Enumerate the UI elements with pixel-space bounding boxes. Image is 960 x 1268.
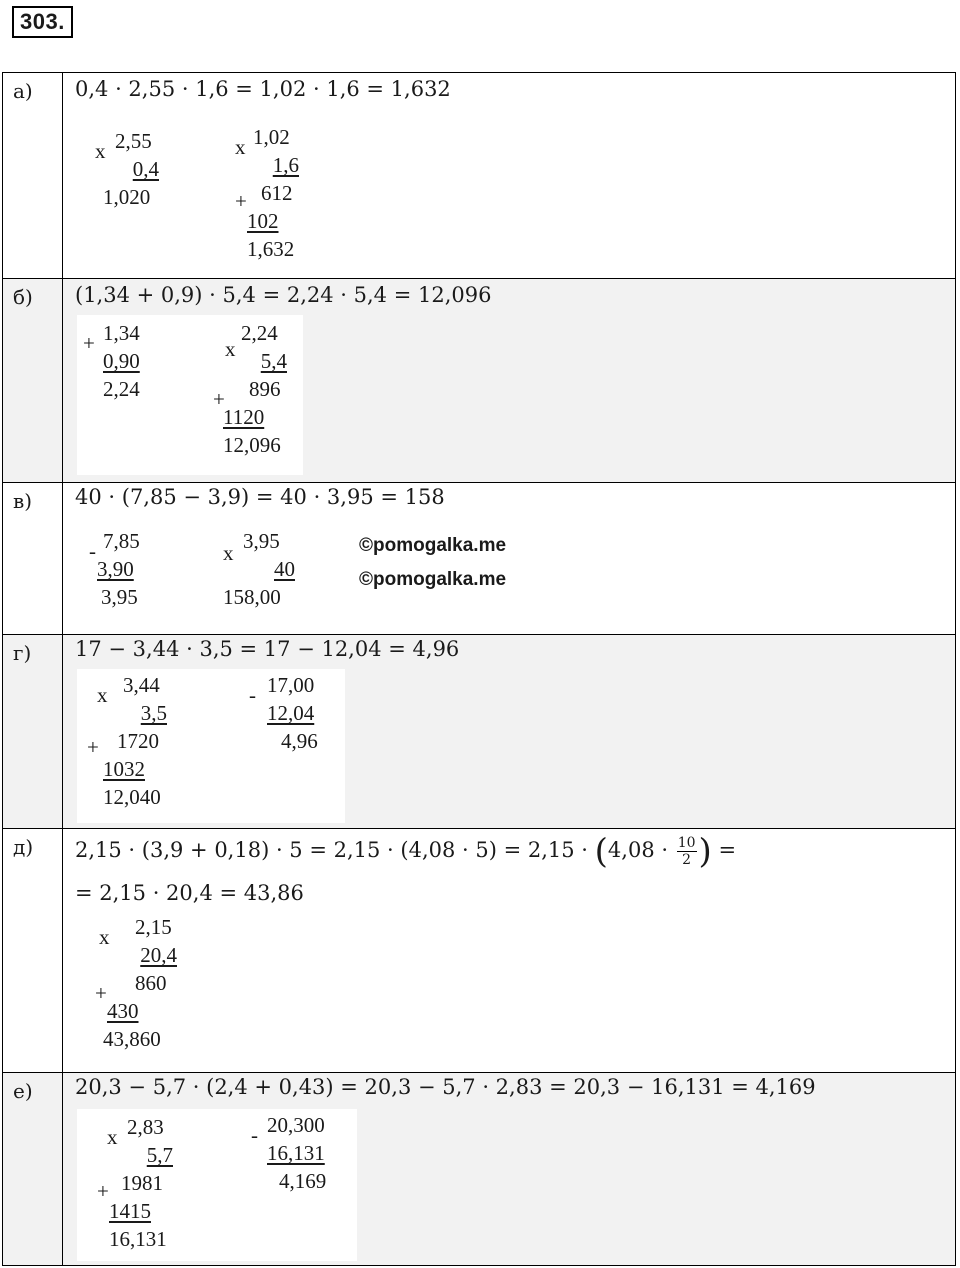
calc-line: 16,131 (267, 1141, 325, 1165)
calc-line: 0,4 (132, 157, 159, 181)
calc-line: 5,7 (146, 1143, 173, 1167)
row-equation (75, 831, 737, 872)
calc-line: 1,6 (272, 153, 299, 177)
calc-line: 102 (247, 209, 279, 233)
calc-line: 2,24 (241, 321, 278, 345)
calc-line: 1415 (109, 1199, 151, 1223)
row-label: а) (3, 73, 63, 278)
calc-line: 20,4 (140, 943, 177, 967)
table-row-g (2, 634, 956, 828)
plus-sign: + (235, 189, 247, 213)
calc-result: 16,131 (109, 1227, 167, 1251)
plus-sign: + (213, 387, 225, 411)
calc-result: 12,096 (223, 433, 281, 457)
watermark: ©pomogalka.me (359, 535, 507, 556)
calc-line: 3,90 (97, 557, 134, 581)
calc-line: 7,85 (103, 529, 140, 553)
table-row-a (2, 72, 956, 278)
calc-result: 1,632 (247, 237, 295, 261)
row-label: в) (3, 483, 63, 634)
calc-line: 1,02 (253, 125, 290, 149)
row-label: е) (3, 1073, 63, 1265)
problem-number: 303. (12, 6, 73, 38)
plus-sign: + (95, 981, 107, 1005)
calc-line: 20,300 (267, 1113, 325, 1137)
row-equation: 17 − 3,44 · 3,5 = 17 − 12,04 = 4,96 (75, 637, 460, 661)
row-equation: (1,34 + 0,9) · 5,4 = 2,24 · 5,4 = 12,096 (75, 283, 492, 307)
multiply-sign: x (107, 1125, 118, 1149)
multiply-sign: x (95, 139, 106, 163)
calc-line: 1120 (223, 405, 265, 429)
calc-line: 40 (274, 557, 295, 581)
calc-line: 612 (261, 181, 293, 205)
row-equation: 40 · (7,85 − 3,9) = 40 · 3,95 = 158 (75, 485, 445, 509)
calc-line: 2,83 (127, 1115, 164, 1139)
plus-sign: + (83, 331, 95, 355)
table-row-b (2, 278, 956, 482)
row-equation: 20,3 − 5,7 · (2,4 + 0,43) = 20,3 − 5,7 · 2,83 = 20,3 − 16,131 = 4,169 (75, 1075, 816, 1099)
calc-line: 1032 (103, 757, 145, 781)
row-label: б) (3, 279, 63, 482)
calc-line: 2,15 (135, 915, 172, 939)
multiply-sign: x (99, 925, 110, 949)
calc-line: 1720 (117, 729, 159, 753)
watermark: ©pomogalka.me (359, 569, 507, 590)
calc-image-box (77, 1109, 357, 1261)
equation-text: 4,08 · (607, 838, 675, 862)
calc-line: 2,55 (115, 129, 152, 153)
fraction-denominator: 2 (682, 852, 692, 868)
calc-line: 0,90 (103, 349, 140, 373)
calc-line: 3,5 (140, 701, 167, 725)
solution-table (2, 72, 958, 1266)
minus-sign: - (251, 1123, 258, 1147)
multiply-sign: x (225, 337, 236, 361)
calc-result: 4,96 (281, 729, 318, 753)
big-paren-close: ) (698, 831, 712, 872)
calc-image-box (77, 669, 345, 823)
table-row-v (2, 482, 956, 634)
equation-text: 2,15 · (3,9 + 0,18) · 5 = 2,15 · (4,08 · 5) = 2,15 · (75, 838, 595, 862)
plus-sign: + (97, 1179, 109, 1203)
calc-line: 3,95 (243, 529, 280, 553)
calc-line: 1,34 (103, 321, 140, 345)
calc-result: 4,169 (279, 1169, 327, 1193)
calc-line: 1981 (121, 1171, 163, 1195)
fraction-numerator: 10 (677, 835, 696, 851)
calc-result: 3,95 (101, 585, 138, 609)
calc-result: 2,24 (103, 377, 140, 401)
equation-text: = (711, 838, 737, 862)
calc-line: 17,00 (267, 673, 315, 697)
calc-line: 12,04 (267, 701, 315, 725)
row-equation: 0,4 · 2,55 · 1,6 = 1,02 · 1,6 = 1,632 (75, 77, 451, 101)
calc-result: 43,860 (103, 1027, 161, 1051)
multiply-sign: x (223, 541, 234, 565)
row-label: д) (3, 829, 63, 1072)
calc-line: 3,44 (123, 673, 160, 697)
multiply-sign: x (235, 135, 246, 159)
calc-image-box (77, 315, 303, 475)
row-label: г) (3, 635, 63, 828)
minus-sign: - (89, 539, 96, 563)
calc-line: 430 (107, 999, 139, 1023)
row-equation-line2: = 2,15 · 20,4 = 43,86 (75, 881, 304, 905)
calc-line: 5,4 (260, 349, 287, 373)
table-row-e (2, 1072, 956, 1266)
calc-line: 860 (135, 971, 167, 995)
plus-sign: + (87, 735, 99, 759)
fraction (677, 835, 697, 868)
calc-result: 158,00 (223, 585, 281, 609)
minus-sign: - (249, 683, 256, 707)
table-row-d (2, 828, 956, 1072)
calc-result: 12,040 (103, 785, 161, 809)
multiply-sign: x (97, 683, 108, 707)
big-paren-open: ( (594, 831, 608, 872)
calc-result: 1,020 (103, 185, 151, 209)
calc-line: 896 (249, 377, 281, 401)
